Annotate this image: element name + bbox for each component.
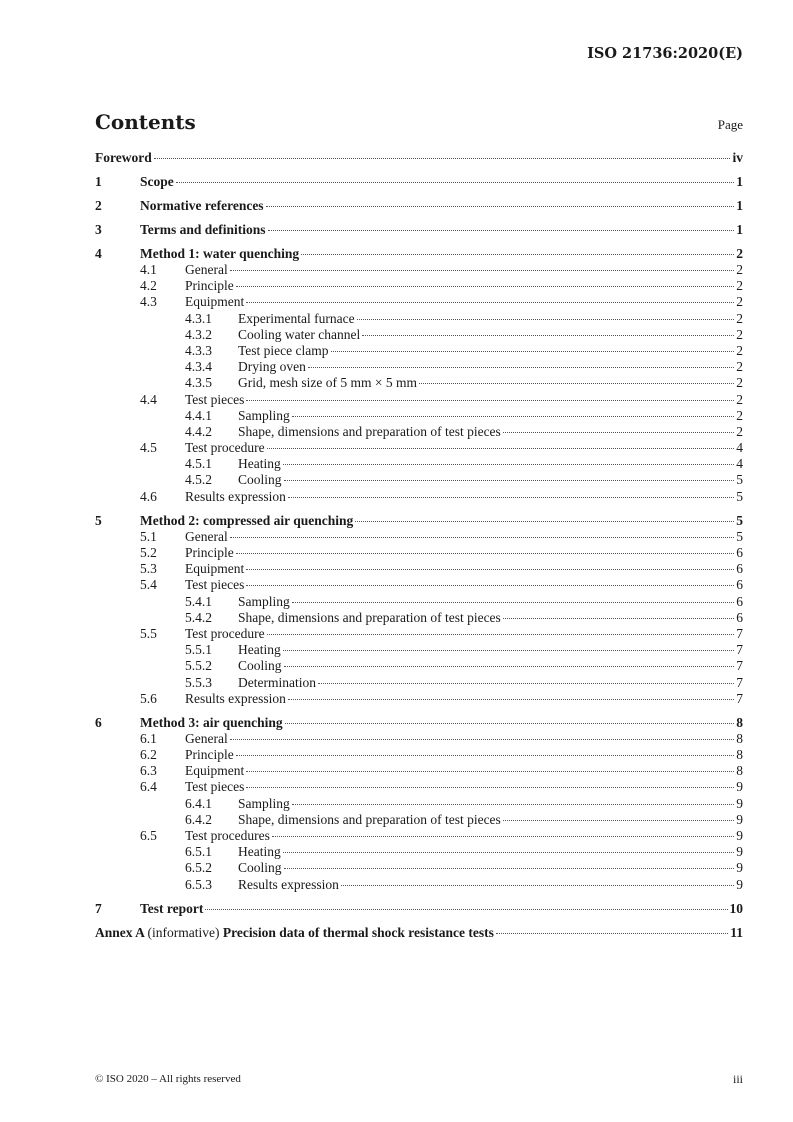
toc-entry-number: 4.6 xyxy=(140,488,157,504)
toc-entry[interactable] xyxy=(95,779,743,795)
toc-entry-page: 8 xyxy=(736,747,743,763)
toc-entry-number: 4.3.3 xyxy=(185,342,212,358)
toc-entry[interactable] xyxy=(95,877,743,893)
toc-entry-page: 6 xyxy=(736,593,743,609)
toc-entry-page: 5 xyxy=(736,472,743,488)
toc-entry-page: 8 xyxy=(736,714,743,730)
toc-entry-number: 4.3.2 xyxy=(185,326,212,342)
dot-leader xyxy=(246,302,734,303)
toc-entry[interactable] xyxy=(95,440,743,456)
toc-entry[interactable] xyxy=(95,812,743,828)
dot-leader xyxy=(246,585,734,586)
toc-entry[interactable] xyxy=(95,343,743,359)
toc-entry[interactable] xyxy=(95,359,743,375)
toc-entry-page: 2 xyxy=(736,262,743,277)
toc-entry-page: 6 xyxy=(736,609,743,625)
toc-entry-title: Test procedures xyxy=(185,828,270,843)
toc-entry-title: Principle xyxy=(185,278,234,294)
toc-entry-title: Test pieces xyxy=(185,391,245,407)
toc-entry[interactable] xyxy=(95,610,743,626)
toc-entry[interactable] xyxy=(95,529,743,545)
dot-leader xyxy=(236,286,735,287)
toc-entry-title: General xyxy=(185,528,228,544)
toc-entry-page: 2 xyxy=(736,423,743,439)
toc-entry[interactable] xyxy=(95,860,743,876)
dot-leader xyxy=(355,521,734,522)
toc-entry-page: 9 xyxy=(736,779,743,795)
toc-entry-number: 5.4 xyxy=(140,577,157,593)
dot-leader xyxy=(236,755,735,756)
toc-entry-note: (informative) xyxy=(147,924,220,940)
toc-entry-number: 4 xyxy=(95,246,102,261)
page-column-label: Page xyxy=(717,117,743,132)
toc-entry[interactable] xyxy=(95,561,743,577)
toc-entry-page: 9 xyxy=(736,828,743,843)
page-title: Contents xyxy=(95,110,196,134)
toc-entry[interactable] xyxy=(95,658,743,674)
dot-leader xyxy=(308,367,734,368)
toc-entry[interactable] xyxy=(95,294,743,310)
toc-entry-title: Heating xyxy=(238,642,281,658)
toc-entry-title: Scope xyxy=(140,174,174,189)
dot-leader xyxy=(288,699,734,700)
toc-entry-page: 2 xyxy=(736,375,743,391)
toc-entry-number: 5.1 xyxy=(140,528,157,544)
toc-entry-number: 4.3.4 xyxy=(185,359,212,375)
toc-entry-title: Drying oven xyxy=(238,359,306,375)
toc-entry-number: 5.4.1 xyxy=(185,593,212,609)
toc-entry[interactable] xyxy=(95,327,743,343)
toc-entry[interactable] xyxy=(95,278,743,294)
dot-leader xyxy=(341,885,734,886)
toc-entry-page: 9 xyxy=(736,844,743,860)
toc-entry-number: 5.5.1 xyxy=(185,642,212,658)
toc-entry-title: Test report xyxy=(140,900,204,916)
dot-leader xyxy=(176,182,735,183)
toc-entry-page: 7 xyxy=(736,674,743,690)
toc-entry[interactable] xyxy=(95,472,743,488)
toc-entry-title: Method 2: compressed air quenching xyxy=(140,512,354,528)
toc-entry-page: 1 xyxy=(736,174,743,189)
toc-entry[interactable] xyxy=(95,375,743,391)
toc-entry-title: Test procedure xyxy=(185,440,265,456)
toc-entry-title: Method 3: air quenching xyxy=(140,714,283,730)
toc-entry-page: 4 xyxy=(736,456,743,472)
toc-entry-number: 6.5.3 xyxy=(185,876,212,892)
toc-entry-number: 7 xyxy=(95,900,102,916)
toc-entry-page: 4 xyxy=(736,440,743,456)
dot-leader xyxy=(301,254,734,255)
toc-entry[interactable] xyxy=(95,747,743,763)
dot-leader xyxy=(503,820,734,821)
toc-entry-page: 1 xyxy=(736,222,743,237)
toc-entry[interactable] xyxy=(95,626,743,642)
dot-leader xyxy=(292,416,734,417)
toc-entry[interactable] xyxy=(95,715,743,731)
toc-entry-page: 6 xyxy=(736,577,743,593)
dot-leader xyxy=(246,569,734,570)
toc-entry-number: 4.5.2 xyxy=(185,472,212,488)
toc-entry[interactable] xyxy=(95,262,743,278)
toc-entry[interactable] xyxy=(95,222,743,238)
toc-entry-number: 4.4.1 xyxy=(185,407,212,423)
toc-entry-page: 6 xyxy=(736,561,743,577)
toc-entry-page: 2 xyxy=(736,342,743,358)
toc-entry[interactable] xyxy=(95,311,743,327)
dot-leader xyxy=(230,270,735,271)
toc-entry[interactable] xyxy=(95,796,743,812)
toc-entry-title: Principle xyxy=(185,545,234,560)
toc-entry-title: Sampling xyxy=(238,593,290,609)
page-number: iii xyxy=(732,1072,743,1086)
dot-leader xyxy=(205,909,727,910)
toc-entry-number: 5.6 xyxy=(140,690,157,706)
toc-entry[interactable] xyxy=(95,246,743,262)
toc-entry-number: 6.5.2 xyxy=(185,860,212,876)
toc-entry-number: 5.5.2 xyxy=(185,658,212,674)
toc-entry-title-text: Precision data of thermal shock resistance tests xyxy=(222,924,494,940)
toc-entry-number: 6.1 xyxy=(140,730,157,746)
toc-entry-number: 5.4.2 xyxy=(185,609,212,625)
dot-leader xyxy=(266,206,735,207)
toc-entry-page: 2 xyxy=(736,246,743,261)
toc-entry-title: Test pieces xyxy=(185,779,245,795)
dot-leader xyxy=(288,497,734,498)
toc-entry-number: 6.4 xyxy=(140,779,157,795)
toc-entry-number: 5.5 xyxy=(140,625,157,641)
toc-entry[interactable] xyxy=(95,642,743,658)
toc-entry-title: Shape, dimensions and preparation of test pieces xyxy=(238,423,501,439)
dot-leader xyxy=(496,933,728,934)
toc-entry-number: 6.3 xyxy=(140,763,157,779)
toc-entry-number: 6.5.1 xyxy=(185,844,212,860)
dot-leader xyxy=(503,618,734,619)
toc-entry-page: 2 xyxy=(736,278,743,294)
toc-entry-title: Method 1: water quenching xyxy=(140,246,300,261)
toc-entry-number: 1 xyxy=(95,174,102,189)
toc-entry-title: Cooling xyxy=(238,472,282,488)
toc-entry[interactable] xyxy=(95,513,743,529)
toc-entry-page: 2 xyxy=(736,391,743,407)
toc-entry-page: 9 xyxy=(736,811,743,827)
dot-leader xyxy=(283,852,735,853)
toc-entry-number: 4.5.1 xyxy=(185,456,212,472)
toc-entry-page: 8 xyxy=(736,763,743,779)
toc-entry-page: 5 xyxy=(736,512,743,528)
toc-entry-title: Sampling xyxy=(238,795,290,811)
toc-entry-page: 5 xyxy=(736,488,743,504)
toc-entry-title: General xyxy=(185,730,228,746)
dot-leader xyxy=(246,400,734,401)
toc-entry[interactable] xyxy=(95,392,743,408)
toc-entry-page: 7 xyxy=(736,642,743,658)
toc-entry-number: 6.5 xyxy=(140,828,157,843)
toc-entry-page: 9 xyxy=(736,860,743,876)
toc-entry-title: Experimental furnace xyxy=(238,310,355,326)
toc-entry-number: 4.3 xyxy=(140,294,157,310)
toc-entry[interactable] xyxy=(95,731,743,747)
toc-entry-page: 2 xyxy=(736,326,743,342)
toc-entry-title: Heating xyxy=(238,844,281,860)
toc-entry[interactable] xyxy=(95,408,743,424)
dot-leader xyxy=(292,602,734,603)
toc-entry-number: 3 xyxy=(95,222,102,237)
toc-entry-page: 2 xyxy=(736,359,743,375)
toc-entry-page: 9 xyxy=(736,795,743,811)
toc-entry-page: 7 xyxy=(736,625,743,641)
dot-leader xyxy=(268,230,735,231)
toc-entry-title: Results expression xyxy=(185,488,286,504)
toc-entry-number: 6 xyxy=(95,714,102,730)
toc-entry[interactable] xyxy=(95,594,743,610)
toc-entry[interactable] xyxy=(95,901,743,917)
dot-leader xyxy=(292,804,734,805)
toc-entry-title: Sampling xyxy=(238,407,290,423)
dot-leader xyxy=(362,335,734,336)
toc-entry-page: 9 xyxy=(736,876,743,892)
toc-entry-number: 4.4 xyxy=(140,391,157,407)
toc-entry-title: Test pieces xyxy=(185,577,245,593)
dot-leader xyxy=(283,650,735,651)
toc-entry-page: 10 xyxy=(729,900,743,916)
toc-entry-title: Shape, dimensions and preparation of test pieces xyxy=(238,609,501,625)
toc-entry-title: Foreword xyxy=(95,150,152,165)
toc-entry-title: Equipment xyxy=(185,763,245,779)
toc-entry-page: 11 xyxy=(730,924,743,940)
dot-leader xyxy=(246,787,734,788)
toc-entry-page: 1 xyxy=(736,198,743,213)
toc-entry[interactable] xyxy=(95,198,743,214)
toc-entry-title: Normative references xyxy=(140,198,264,213)
toc-entry-number: 4.3.5 xyxy=(185,375,212,391)
toc-entry-page: 2 xyxy=(736,407,743,423)
toc-entry-page: 2 xyxy=(736,294,743,310)
toc-entry-number: 4.4.2 xyxy=(185,423,212,439)
dot-leader xyxy=(272,836,734,837)
toc-entry-title: Cooling xyxy=(238,658,282,674)
toc-entry-number: 4.3.1 xyxy=(185,310,212,326)
toc-entry-number: 5 xyxy=(95,512,102,528)
toc-entry-number: 6.4.1 xyxy=(185,795,212,811)
toc-entry-page: 7 xyxy=(736,690,743,706)
toc-entry-number: 4.5 xyxy=(140,440,157,456)
toc-entry[interactable] xyxy=(95,828,743,844)
toc-entry[interactable] xyxy=(95,174,743,190)
toc-entry-page: 5 xyxy=(736,528,743,544)
dot-leader xyxy=(230,739,735,740)
toc-entry-title: Heating xyxy=(238,456,281,472)
toc-entry[interactable] xyxy=(95,577,743,593)
toc-entry-title: Test procedure xyxy=(185,625,265,641)
dot-leader xyxy=(283,464,735,465)
toc-entry-title: Results expression xyxy=(238,876,339,892)
toc-entry-number: 5.3 xyxy=(140,561,157,577)
toc-entry-page: iv xyxy=(732,150,743,165)
dot-leader xyxy=(285,723,735,724)
dot-leader xyxy=(267,634,735,635)
dot-leader xyxy=(318,683,734,684)
toc-entry-title xyxy=(95,925,494,941)
dot-leader xyxy=(503,432,734,433)
table-of-contents xyxy=(95,150,743,941)
toc-entry[interactable] xyxy=(95,545,743,561)
toc-entry[interactable] xyxy=(95,691,743,707)
document-id: ISO 21736:2020(E) xyxy=(587,45,743,62)
toc-entry-number: 5.2 xyxy=(140,545,157,560)
toc-entry-number: 5.5.3 xyxy=(185,674,212,690)
toc-entry-number: 4.2 xyxy=(140,278,157,294)
toc-entry[interactable] xyxy=(95,675,743,691)
toc-entry[interactable] xyxy=(95,150,743,166)
toc-entry[interactable] xyxy=(95,456,743,472)
toc-entry-title: Shape, dimensions and preparation of test pieces xyxy=(238,811,501,827)
toc-entry-number: 6.4.2 xyxy=(185,811,212,827)
toc-entry[interactable] xyxy=(95,844,743,860)
dot-leader xyxy=(331,351,735,352)
toc-entry-title: Principle xyxy=(185,747,234,763)
toc-entry-number: 4.1 xyxy=(140,262,157,277)
dot-leader xyxy=(236,553,735,554)
toc-entry-title: Cooling xyxy=(238,860,282,876)
toc-entry-title: Test piece clamp xyxy=(238,342,329,358)
toc-entry[interactable] xyxy=(95,763,743,779)
dot-leader xyxy=(357,319,735,320)
toc-entry-page: 8 xyxy=(736,730,743,746)
toc-entry-page: 6 xyxy=(736,545,743,560)
toc-entry-number: 2 xyxy=(95,198,102,213)
copyright-notice: © ISO 2020 – All rights reserved xyxy=(95,1073,241,1085)
toc-entry-page: 7 xyxy=(736,658,743,674)
dot-leader xyxy=(246,771,734,772)
toc-entry[interactable] xyxy=(95,489,743,505)
toc-entry-title: Equipment xyxy=(185,561,245,577)
toc-entry[interactable] xyxy=(95,424,743,440)
toc-entry-title: General xyxy=(185,262,228,277)
toc-entry-title: Results expression xyxy=(185,690,286,706)
toc-entry-page: 2 xyxy=(736,310,743,326)
toc-entry-title: Determination xyxy=(238,674,316,690)
dot-leader xyxy=(267,448,735,449)
dot-leader xyxy=(284,666,735,667)
toc-entry[interactable] xyxy=(95,925,743,941)
dot-leader xyxy=(154,158,731,159)
toc-entry-title: Cooling water channel xyxy=(238,326,361,342)
dot-leader xyxy=(284,480,735,481)
toc-entry-number: 6.2 xyxy=(140,747,157,763)
toc-entry-title: Equipment xyxy=(185,294,245,310)
toc-entry-title: Terms and definitions xyxy=(140,222,266,237)
toc-entry-title: Grid, mesh size of 5 mm × 5 mm xyxy=(238,375,417,391)
dot-leader xyxy=(284,868,735,869)
dot-leader xyxy=(419,383,734,384)
dot-leader xyxy=(230,537,735,538)
toc-entry-prefix: Annex A xyxy=(95,924,145,940)
